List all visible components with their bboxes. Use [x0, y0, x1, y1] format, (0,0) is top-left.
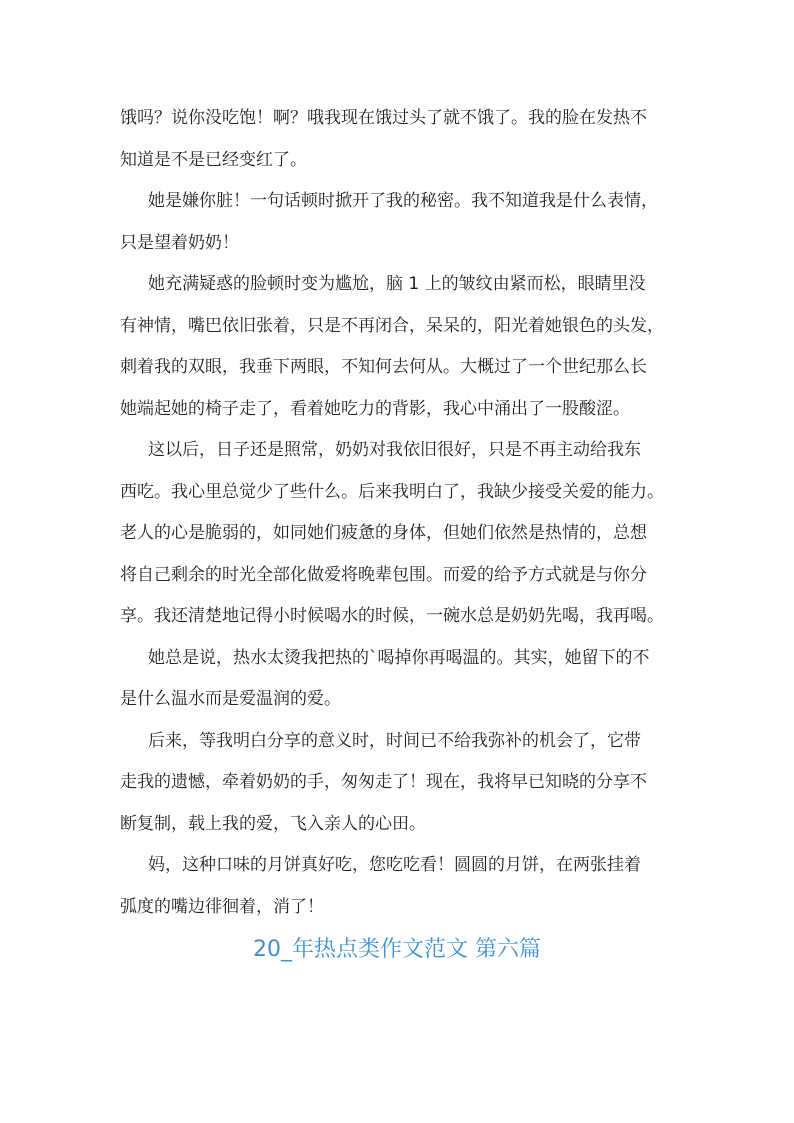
- text-line: 她总是说，热水太烫我把热的`喝掉你再喝温的。其实，她留下的不: [148, 647, 650, 668]
- text-line: 将自己剩余的时光全部化做爱将晚辈包围。而爱的给予方式就是与你分: [120, 564, 647, 585]
- text-line: 有神情，嘴巴依旧张着，只是不再闭合，呆呆的，阳光着她银色的头发，: [120, 315, 664, 336]
- text-line: 只是望着奶奶！: [120, 232, 239, 253]
- text-line: 知道是不是已经变红了。: [120, 149, 307, 170]
- text-line: 妈，这种口味的月饼真好吃，您吃吃看！圆圆的月饼，在两张挂着: [148, 855, 641, 875]
- text-line: 她是嫌你脏！一句话顿时掀开了我的秘密。我不知道我是什么表情，: [148, 191, 658, 211]
- text-line: 断复制，载上我的爱，飞入亲人的心田。: [120, 813, 426, 834]
- text-line: 刺着我的双眼，我垂下两眼，不知何去何从。大概过了一个世纪那么长: [120, 357, 647, 377]
- text-line: 后来，等我明白分享的意义时，时间已不给我弥补的机会了，它带: [148, 730, 641, 751]
- body-text: [120, 98, 676, 928]
- text-line: 她充满疑惑的脸顿时变为尴尬，脑 1 上的皱纹由紧而松，眼睛里没: [148, 274, 646, 294]
- text-line: 西吃。我心里总觉少了些什么。后来我明白了，我缺少接受关爱的能力。: [120, 481, 664, 502]
- section-heading: 20_年热点类作文范文 第六篇: [253, 937, 541, 962]
- text-line: 享。我还清楚地记得小时候喝水的时候，一碗水总是奶奶先喝，我再喝。: [120, 606, 664, 626]
- text-line: 弧度的嘴边徘徊着，消了！: [120, 896, 324, 917]
- text-line: 老人的心是脆弱的，如同她们疲惫的身体，但她们依然是热情的，总想: [120, 523, 647, 543]
- text-line: 是什么温水而是爱温润的爱。: [120, 689, 341, 709]
- text-line: 她端起她的椅子走了，看着她吃力的背影，我心中涌出了一股酸涩。: [120, 398, 630, 419]
- text-line: 走我的遗憾，牵着奶奶的手，匆匆走了！现在，我将早已知晓的分享不: [120, 772, 647, 792]
- text-line: 这以后，日子还是照常，奶奶对我依旧很好，只是不再主动给我东: [148, 440, 641, 460]
- text-line: 饿吗？说你没吃饱！啊？哦我现在饿过头了就不饿了。我的脸在发热不: [120, 108, 647, 128]
